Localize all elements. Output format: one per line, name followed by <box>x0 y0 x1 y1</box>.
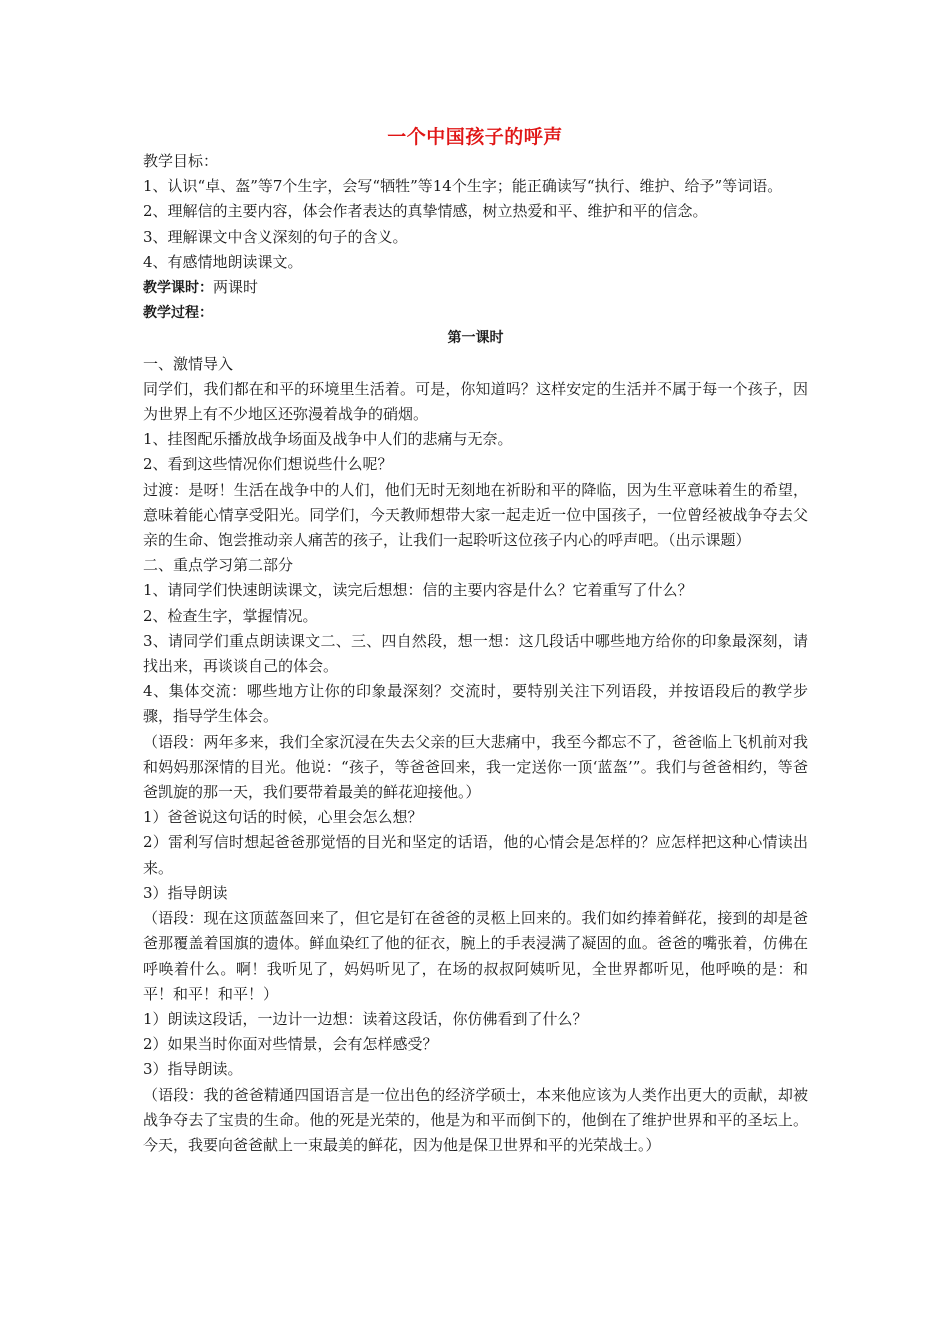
objective-4: 4、有感情地朗读课文。 <box>143 252 303 271</box>
lesson-hours-value: 两课时 <box>213 278 259 297</box>
paragraph: 3）指导朗读。 <box>143 1060 243 1079</box>
objective-2: 2、理解信的主要内容，体会作者表达的真挚情感，树立热爱和平、维护和平的信念。 <box>143 202 708 221</box>
paragraph: 2、看到这些情况你们想说些什么呢？ <box>143 455 393 474</box>
paragraph: （语段：两年多来，我们全家沉浸在失去父亲的巨大悲痛中，我至今都忘不了，爸爸临上飞机前对我和妈妈那深情的目光。他说：“孩子，等爸爸回来，我一定送你一顶‘蓝盔’”。我们与爸爸相约，等爸爸凯旋的那一天，我们要带着最美的鲜花迎接他。） <box>143 732 808 802</box>
paragraph: 1）爸爸说这句话的时候，心里会怎么想？ <box>143 808 423 827</box>
paragraph: 2、检查生字，掌握情况。 <box>143 606 318 625</box>
paragraph: （语段：我的爸爸精通四国语言是一位出色的经济学硕士，本来他应该为人类作出更大的贡献，却被战争夺去了宝贵的生命。他的死是光荣的，他是为和平而倒下的，他倒在了维护世界和平的圣坛上。今天，我要向爸爸献上一束最美的鲜花，因为他是保卫世界和平的光荣战士。） <box>143 1085 808 1154</box>
paragraph: 3）指导朗读 <box>143 883 228 902</box>
paragraph: 2）如果当时你面对些情景，会有怎样感受？ <box>143 1035 438 1054</box>
paragraph: 1）朗读这段话，一边计一边想：读着这段话，你仿佛看到了什么？ <box>143 1009 588 1028</box>
paragraph: 二、重点学习第二部分 <box>143 556 294 575</box>
objective-3: 3、理解课文中含义深刻的句子的含义。 <box>143 227 408 246</box>
paragraph: （语段：现在这顶蓝盔回来了，但它是钉在爸爸的灵柩上回来的。我们如约捧着鲜花，接到的却是爸爸那覆盖着国旗的遗体。鲜血染红了他的征衣，腕上的手表浸满了凝固的血。爸爸的嘴张着，仿佛在呼唤着什么。啊！我听见了，妈妈听见了，在场的叔叔阿姨听见，全世界都听见，他呼唤的是：和平！和平！和平！） <box>143 909 808 1003</box>
paragraph: 1、请同学们快速朗读课文，读完后想想：信的主要内容是什么？它着重写了什么？ <box>143 581 693 600</box>
lesson-hours <box>143 275 808 301</box>
document-body <box>143 149 808 1158</box>
objective-1: 1、认识“卓、盔”等7个生字，会写“牺牲”等14个生字；能正确读写“执行、维护、给予”等词语。 <box>143 177 783 196</box>
objectives-heading: 教学目标： <box>143 152 219 170</box>
paragraph: 过渡：是呀！生活在战争中的人们，他们无时无刻地在祈盼和平的降临，因为生平意味着生的希望，意味着能心情享受阳光。同学们，今天教师想带大家一起走近一位中国孩子，一位曾经被战争夺去父亲的生命、饱尝推动亲人痛苦的孩子，让我们一起聆听这位孩子内心的呼声吧。（出示课题） <box>143 480 808 550</box>
paragraph: 一、激情导入 <box>143 354 234 373</box>
lesson-hours-label: 教学课时： <box>143 280 213 297</box>
process-label: 教学过程： <box>143 305 213 322</box>
paragraph: 同学们，我们都在和平的环境里生活着。可是，你知道吗？这样安定的生活并不属于每一个孩子，因为世界上有不少地区还弥漫着战争的硝烟。 <box>143 379 808 424</box>
document-title: 一个中国孩子的呼声 <box>387 126 563 148</box>
paragraph: 2）雷利写信时想起爸爸那觉悟的目光和坚定的话语，他的心情会是怎样的？应怎样把这种心情读出来。 <box>143 833 808 877</box>
paragraph: 1、挂图配乐播放战争场面及战争中人们的悲痛与无奈。 <box>143 430 513 449</box>
paragraph: 4、集体交流：哪些地方让你的印象最深刻？交流时，要特别关注下列语段，并按语段后的教学步骤，指导学生体会。 <box>143 682 808 726</box>
paragraph: 3、请同学们重点朗读课文二、三、四自然段，想一想：这几段话中哪些地方给你的印象最深刻，请找出来，再谈谈自己的体会。 <box>143 631 808 676</box>
section-title: 第一课时 <box>447 330 504 347</box>
